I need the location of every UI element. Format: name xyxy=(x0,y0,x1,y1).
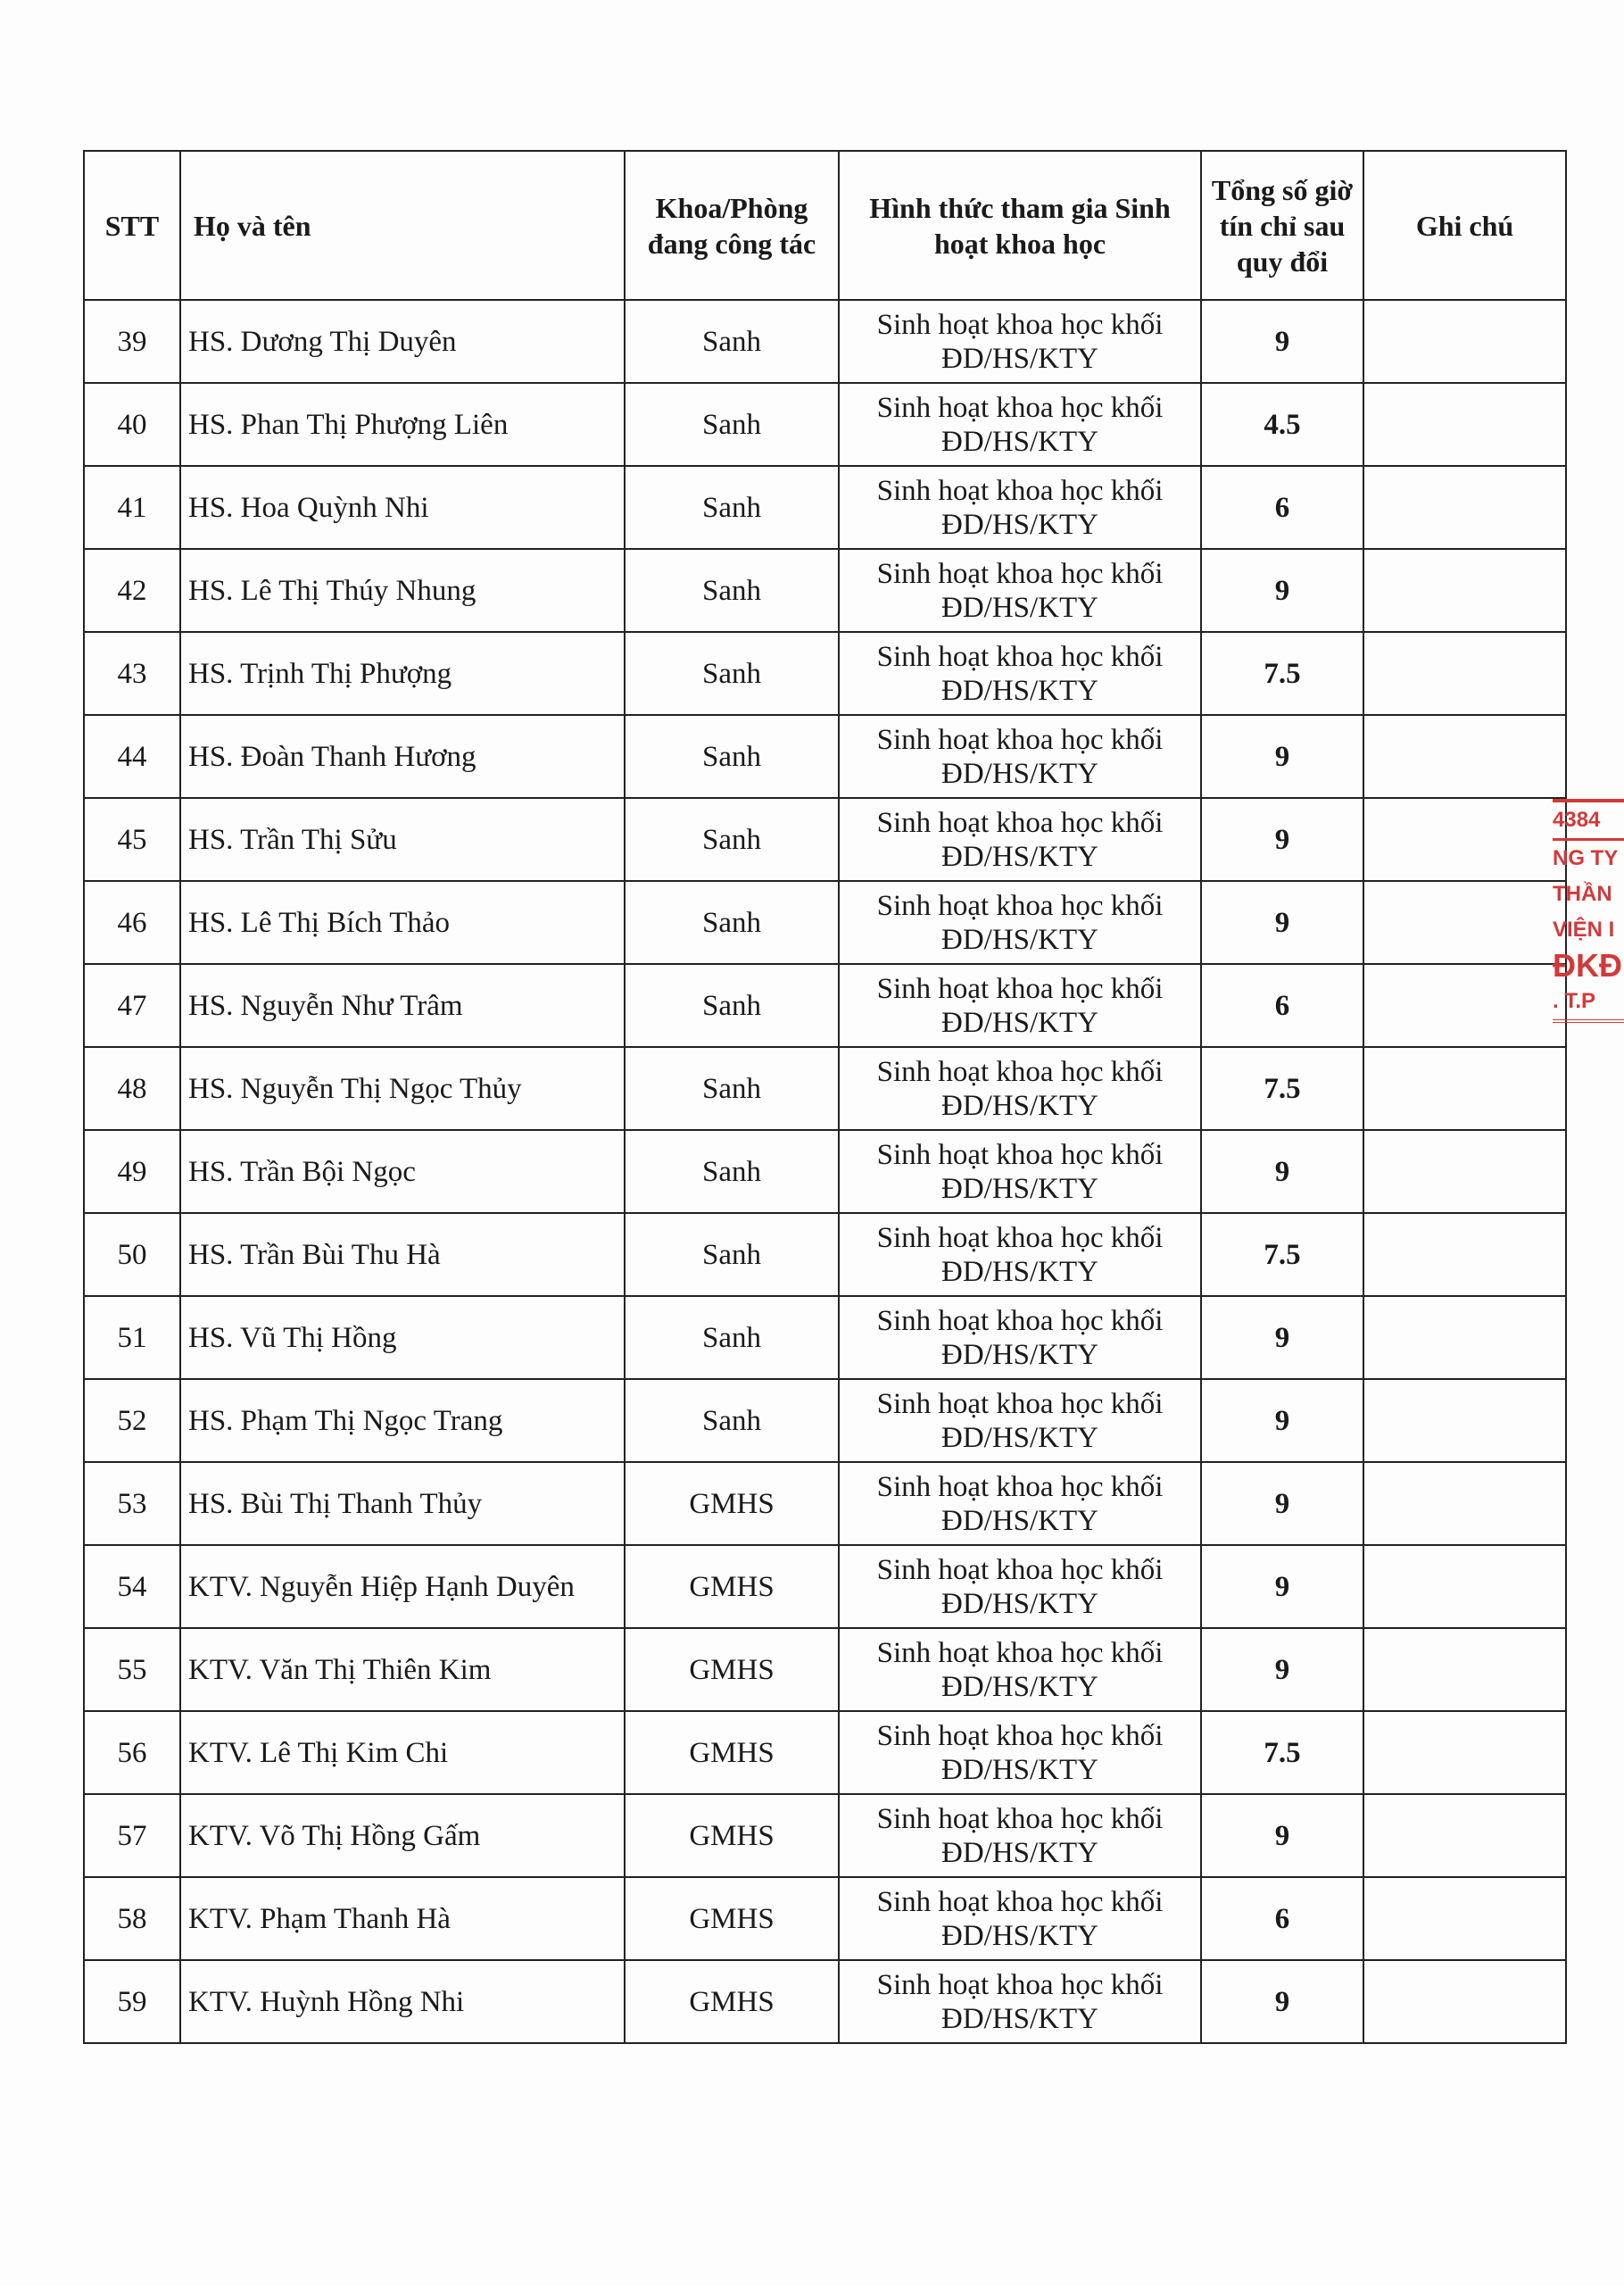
cell-form: Sinh hoạt khoa học khối ĐD/HS/KTY xyxy=(839,1711,1201,1794)
stamp-text-line: NG TY xyxy=(1553,846,1619,870)
cell-note xyxy=(1363,1296,1566,1379)
cell-stt: 42 xyxy=(84,549,180,632)
cell-dept: Sanh xyxy=(625,1130,839,1213)
cell-form: Sinh hoạt khoa học khối ĐD/HS/KTY xyxy=(839,1794,1201,1877)
cell-name: HS. Nguyễn Thị Ngọc Thủy xyxy=(180,1047,625,1130)
table-body xyxy=(84,300,1566,2043)
cell-form: Sinh hoạt khoa học khối ĐD/HS/KTY xyxy=(839,1960,1201,2043)
cell-dept: Sanh xyxy=(625,300,839,383)
cell-hours: 7.5 xyxy=(1201,632,1363,715)
cell-hours: 9 xyxy=(1201,881,1363,964)
cell-name: HS. Lê Thị Bích Thảo xyxy=(180,881,625,964)
cell-form: Sinh hoạt khoa học khối ĐD/HS/KTY xyxy=(839,1545,1201,1628)
header-name: Họ và tên xyxy=(180,151,625,300)
header-form: Hình thức tham gia Sinh hoạt khoa học xyxy=(839,151,1201,300)
cell-hours: 9 xyxy=(1201,300,1363,383)
cell-dept: Sanh xyxy=(625,1379,839,1462)
cell-name: HS. Nguyễn Như Trâm xyxy=(180,964,625,1047)
cell-name: HS. Phạm Thị Ngọc Trang xyxy=(180,1379,625,1462)
cell-dept: Sanh xyxy=(625,632,839,715)
cell-dept: GMHS xyxy=(625,1545,839,1628)
cell-stt: 55 xyxy=(84,1628,180,1711)
cell-note xyxy=(1363,1462,1566,1545)
cell-name: HS. Trần Bùi Thu Hà xyxy=(180,1213,625,1296)
cell-name: KTV. Huỳnh Hồng Nhi xyxy=(180,1960,625,2043)
cell-note xyxy=(1363,1877,1566,1960)
cell-hours: 6 xyxy=(1201,1877,1363,1960)
table-row xyxy=(84,1877,1566,1960)
cell-form: Sinh hoạt khoa học khối ĐD/HS/KTY xyxy=(839,1296,1201,1379)
cell-name: HS. Bùi Thị Thanh Thủy xyxy=(180,1462,625,1545)
red-stamp-fragment xyxy=(1553,799,1622,1084)
cell-form: Sinh hoạt khoa học khối ĐD/HS/KTY xyxy=(839,300,1201,383)
table-row xyxy=(84,798,1566,881)
header-hours: Tổng số giờ tín chỉ sau quy đổi xyxy=(1201,151,1363,300)
cell-stt: 51 xyxy=(84,1296,180,1379)
table-row xyxy=(84,1545,1566,1628)
cell-dept: Sanh xyxy=(625,798,839,881)
cell-stt: 43 xyxy=(84,632,180,715)
cell-name: HS. Trần Bội Ngọc xyxy=(180,1130,625,1213)
table-row xyxy=(84,964,1566,1047)
cell-note xyxy=(1363,383,1566,466)
header-row xyxy=(84,151,1566,300)
cell-name: KTV. Nguyễn Hiệp Hạnh Duyên xyxy=(180,1545,625,1628)
cell-form: Sinh hoạt khoa học khối ĐD/HS/KTY xyxy=(839,1047,1201,1130)
cell-hours: 9 xyxy=(1201,1296,1363,1379)
cell-note xyxy=(1363,1960,1566,2043)
cell-dept: Sanh xyxy=(625,1296,839,1379)
header-note: Ghi chú xyxy=(1363,151,1566,300)
cell-stt: 59 xyxy=(84,1960,180,2043)
cell-dept: GMHS xyxy=(625,1462,839,1545)
cell-hours: 9 xyxy=(1201,549,1363,632)
cell-note xyxy=(1363,549,1566,632)
cell-hours: 9 xyxy=(1201,1960,1363,2043)
cell-stt: 44 xyxy=(84,715,180,798)
cell-note xyxy=(1363,466,1566,549)
cell-hours: 4.5 xyxy=(1201,383,1363,466)
cell-dept: GMHS xyxy=(625,1628,839,1711)
cell-stt: 56 xyxy=(84,1711,180,1794)
cell-name: HS. Hoa Quỳnh Nhi xyxy=(180,466,625,549)
table-row xyxy=(84,1213,1566,1296)
cell-hours: 6 xyxy=(1201,466,1363,549)
stamp-text-line: ĐKĐ xyxy=(1553,947,1622,984)
cell-note xyxy=(1363,300,1566,383)
cell-note xyxy=(1363,1130,1566,1213)
cell-name: HS. Dương Thị Duyên xyxy=(180,300,625,383)
cell-form: Sinh hoạt khoa học khối ĐD/HS/KTY xyxy=(839,466,1201,549)
header-dept: Khoa/Phòng đang công tác xyxy=(625,151,839,300)
cell-dept: Sanh xyxy=(625,1047,839,1130)
cell-name: KTV. Lê Thị Kim Chi xyxy=(180,1711,625,1794)
cell-note xyxy=(1363,1545,1566,1628)
table-row xyxy=(84,1296,1566,1379)
cell-stt: 57 xyxy=(84,1794,180,1877)
stamp-text-line: VIỆN I xyxy=(1553,918,1615,942)
cell-form: Sinh hoạt khoa học khối ĐD/HS/KTY xyxy=(839,1379,1201,1462)
table-row xyxy=(84,1379,1566,1462)
cell-stt: 48 xyxy=(84,1047,180,1130)
cell-hours: 9 xyxy=(1201,798,1363,881)
cell-name: HS. Trịnh Thị Phượng xyxy=(180,632,625,715)
cell-stt: 53 xyxy=(84,1462,180,1545)
table-row xyxy=(84,383,1566,466)
cell-dept: Sanh xyxy=(625,881,839,964)
cell-stt: 47 xyxy=(84,964,180,1047)
cell-name: HS. Phan Thị Phượng Liên xyxy=(180,383,625,466)
cell-stt: 40 xyxy=(84,383,180,466)
cell-form: Sinh hoạt khoa học khối ĐD/HS/KTY xyxy=(839,383,1201,466)
table-row xyxy=(84,715,1566,798)
cell-note xyxy=(1363,1628,1566,1711)
cell-note xyxy=(1363,715,1566,798)
cell-dept: Sanh xyxy=(625,466,839,549)
cell-stt: 49 xyxy=(84,1130,180,1213)
table-row xyxy=(84,632,1566,715)
cell-dept: Sanh xyxy=(625,549,839,632)
table-row xyxy=(84,1130,1566,1213)
cell-name: HS. Đoàn Thanh Hương xyxy=(180,715,625,798)
stamp-text-line: THẦN xyxy=(1553,882,1612,906)
cell-note xyxy=(1363,881,1566,964)
table-row xyxy=(84,466,1566,549)
cell-note xyxy=(1363,964,1566,1047)
table-row xyxy=(84,1960,1566,2043)
cell-note xyxy=(1363,1711,1566,1794)
cell-note xyxy=(1363,798,1566,881)
cell-note xyxy=(1363,1213,1566,1296)
stamp-text-line: 4384 xyxy=(1553,799,1624,841)
cell-note xyxy=(1363,1794,1566,1877)
cell-stt: 39 xyxy=(84,300,180,383)
cell-stt: 58 xyxy=(84,1877,180,1960)
cell-dept: GMHS xyxy=(625,1794,839,1877)
cell-stt: 41 xyxy=(84,466,180,549)
cell-hours: 9 xyxy=(1201,1130,1363,1213)
table-row xyxy=(84,1462,1566,1545)
table-row xyxy=(84,1794,1566,1877)
table-row xyxy=(84,549,1566,632)
cell-form: Sinh hoạt khoa học khối ĐD/HS/KTY xyxy=(839,632,1201,715)
table-row xyxy=(84,1047,1566,1130)
cell-dept: GMHS xyxy=(625,1960,839,2043)
cell-hours: 9 xyxy=(1201,1628,1363,1711)
cell-form: Sinh hoạt khoa học khối ĐD/HS/KTY xyxy=(839,1877,1201,1960)
table-row xyxy=(84,1711,1566,1794)
cell-name: KTV. Võ Thị Hồng Gấm xyxy=(180,1794,625,1877)
cell-name: KTV. Văn Thị Thiên Kim xyxy=(180,1628,625,1711)
cell-stt: 46 xyxy=(84,881,180,964)
cell-form: Sinh hoạt khoa học khối ĐD/HS/KTY xyxy=(839,1130,1201,1213)
cell-dept: GMHS xyxy=(625,1877,839,1960)
table-row xyxy=(84,1628,1566,1711)
cell-name: HS. Trần Thị Sửu xyxy=(180,798,625,881)
header-stt: STT xyxy=(84,151,180,300)
cell-hours: 9 xyxy=(1201,1545,1363,1628)
stamp-text-line: . T.P xyxy=(1553,984,1624,1023)
cell-dept: Sanh xyxy=(625,1213,839,1296)
cell-hours: 9 xyxy=(1201,1794,1363,1877)
cell-hours: 6 xyxy=(1201,964,1363,1047)
cell-note xyxy=(1363,1047,1566,1130)
participants-table xyxy=(83,150,1567,2044)
cell-form: Sinh hoạt khoa học khối ĐD/HS/KTY xyxy=(839,798,1201,881)
cell-form: Sinh hoạt khoa học khối ĐD/HS/KTY xyxy=(839,964,1201,1047)
cell-hours: 7.5 xyxy=(1201,1213,1363,1296)
cell-dept: Sanh xyxy=(625,383,839,466)
cell-hours: 7.5 xyxy=(1201,1711,1363,1794)
cell-stt: 45 xyxy=(84,798,180,881)
cell-dept: GMHS xyxy=(625,1711,839,1794)
cell-name: KTV. Phạm Thanh Hà xyxy=(180,1877,625,1960)
cell-form: Sinh hoạt khoa học khối ĐD/HS/KTY xyxy=(839,1462,1201,1545)
cell-hours: 7.5 xyxy=(1201,1047,1363,1130)
cell-name: HS. Vũ Thị Hồng xyxy=(180,1296,625,1379)
cell-note xyxy=(1363,632,1566,715)
cell-stt: 52 xyxy=(84,1379,180,1462)
cell-note xyxy=(1363,1379,1566,1462)
cell-hours: 9 xyxy=(1201,715,1363,798)
cell-hours: 9 xyxy=(1201,1462,1363,1545)
cell-name: HS. Lê Thị Thúy Nhung xyxy=(180,549,625,632)
table-row xyxy=(84,300,1566,383)
cell-form: Sinh hoạt khoa học khối ĐD/HS/KTY xyxy=(839,881,1201,964)
cell-form: Sinh hoạt khoa học khối ĐD/HS/KTY xyxy=(839,1213,1201,1296)
cell-dept: Sanh xyxy=(625,964,839,1047)
cell-form: Sinh hoạt khoa học khối ĐD/HS/KTY xyxy=(839,715,1201,798)
cell-stt: 50 xyxy=(84,1213,180,1296)
cell-hours: 9 xyxy=(1201,1379,1363,1462)
cell-dept: Sanh xyxy=(625,715,839,798)
cell-form: Sinh hoạt khoa học khối ĐD/HS/KTY xyxy=(839,1628,1201,1711)
cell-form: Sinh hoạt khoa học khối ĐD/HS/KTY xyxy=(839,549,1201,632)
table-row xyxy=(84,881,1566,964)
cell-stt: 54 xyxy=(84,1545,180,1628)
